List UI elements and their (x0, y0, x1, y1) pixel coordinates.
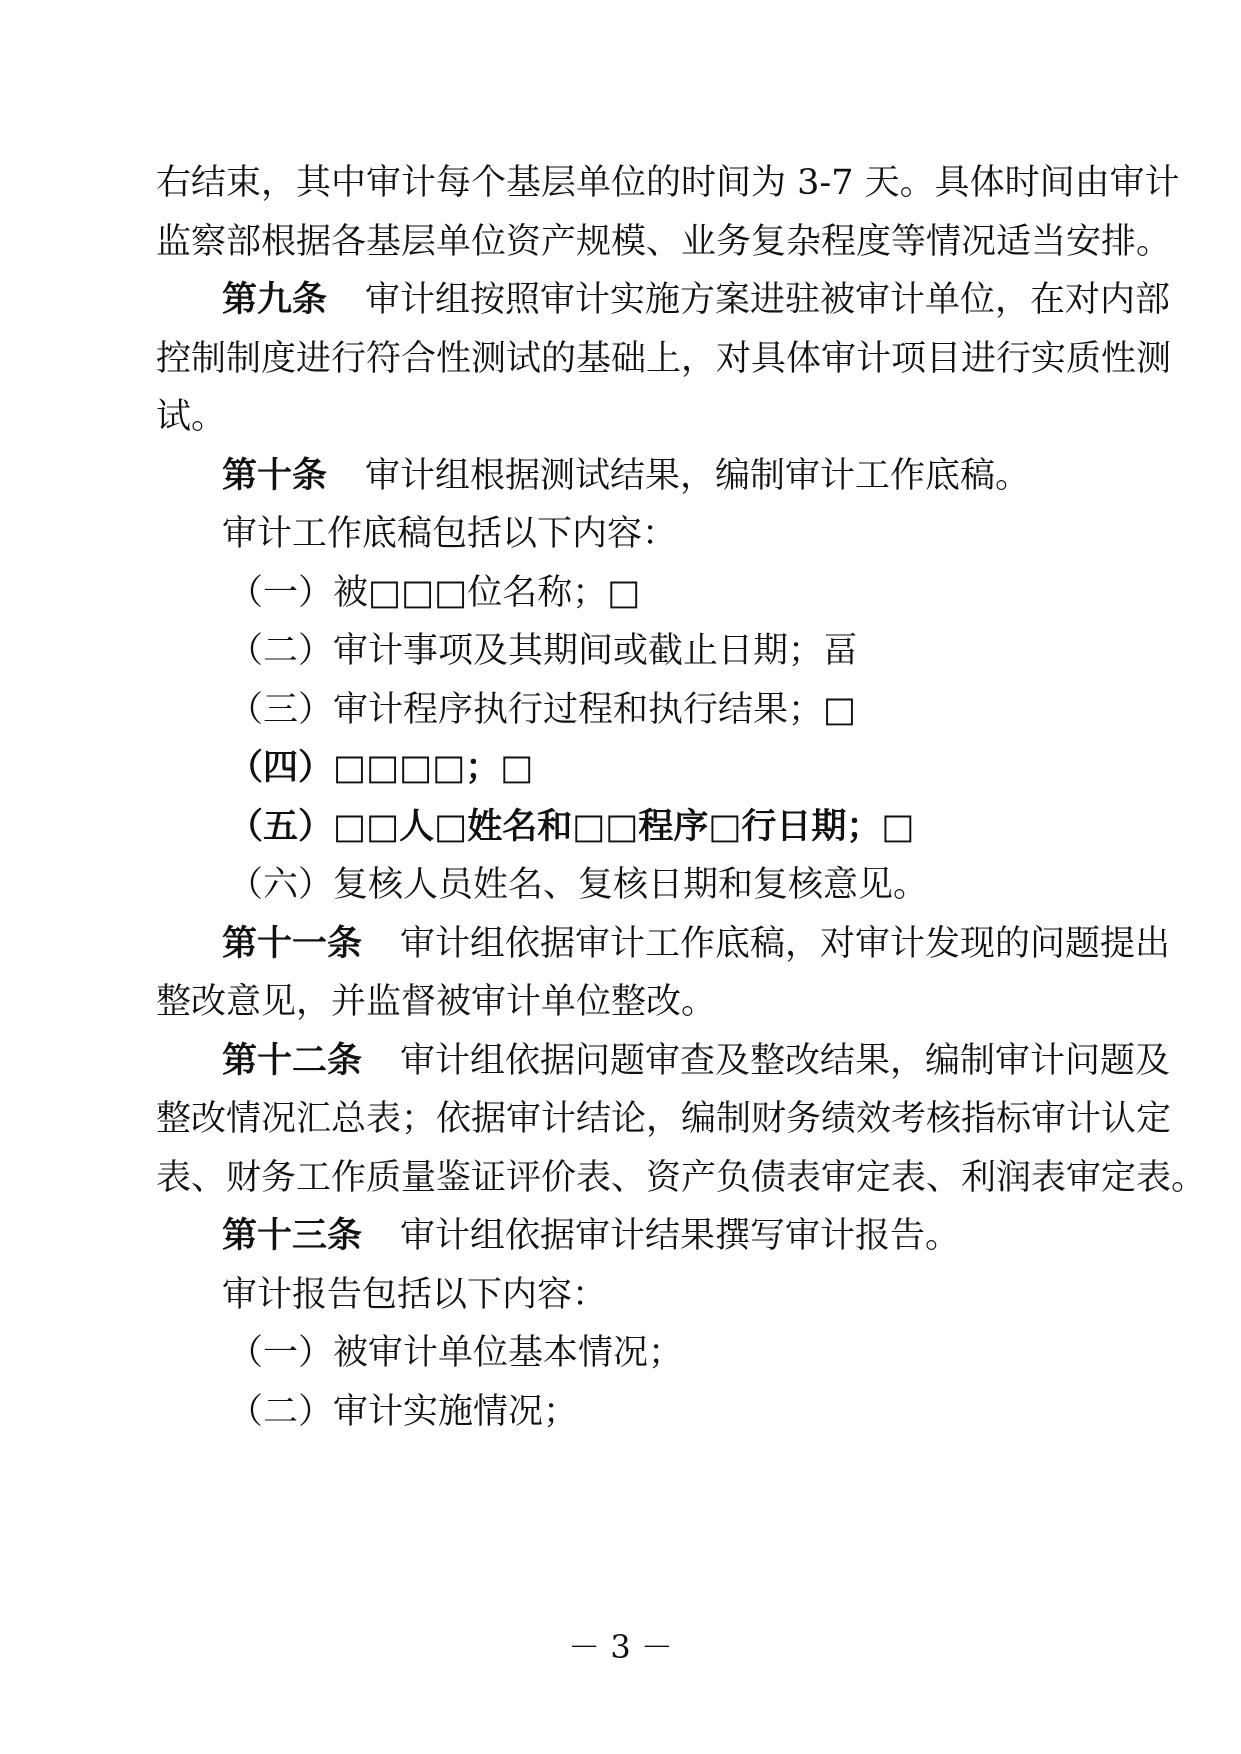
article-number: 第十三条 (222, 1216, 363, 1256)
body-line (156, 150, 1241, 216)
article-11-line (222, 911, 1241, 977)
body-line (156, 1145, 1241, 1211)
line-text: 审计组根据测试结果，编制审计工作底稿。 (365, 456, 1031, 496)
line-text: 审计组依据审计结果撰写审计报告。 (400, 1216, 961, 1256)
body-line (156, 969, 1241, 1035)
list-item (228, 1379, 1241, 1445)
article-13-line (222, 1203, 1241, 1269)
line-text: 整改意见，并监督被审计单位整改。 (156, 982, 717, 1022)
article-number: 第十二条 (222, 1041, 363, 1081)
list-item (228, 1320, 1241, 1386)
article-number: 第十一条 (222, 924, 363, 964)
article-10-line (222, 443, 1241, 509)
article-number: 第十条 (222, 456, 328, 496)
line-text: 试。 (156, 397, 227, 437)
body-line (222, 501, 1241, 567)
line-text: （三）审计程序执行过程和执行结果；□ (228, 690, 857, 730)
line-text: （四）□□□□；□ (228, 748, 534, 788)
line-text: 审计工作底稿包括以下内容： (222, 514, 678, 554)
body-line (156, 326, 1241, 392)
line-text: （一）被□□□位名称；□ (228, 573, 641, 613)
line-text: 审计报告包括以下内容： (222, 1275, 608, 1315)
list-item (228, 735, 1241, 801)
list-item (228, 794, 1241, 860)
body-line (156, 209, 1241, 275)
line-text: 监察部根据各基层单位资产规模、业务复杂程度等情况适当安排。 (156, 222, 1172, 262)
line-text: （五）□□人□姓名和□□程序□行日期；□ (228, 807, 915, 847)
article-number: 第九条 (222, 280, 328, 320)
line-text: （六）复核人员姓名、复核日期和复核意见。 (228, 865, 929, 905)
list-item (228, 618, 1241, 684)
line-text: 控制制度进行符合性测试的基础上，对具体审计项目进行实质性测 (156, 339, 1172, 379)
list-item (228, 560, 1241, 626)
article-12-line (222, 1028, 1241, 1094)
list-item (228, 852, 1241, 918)
line-text: 审计组依据审计工作底稿，对审计发现的问题提出 (400, 924, 1171, 964)
line-text: 审计组依据问题审查及整改结果，编制审计问题及 (400, 1041, 1171, 1081)
line-text: 右结束，其中审计每个基层单位的时间为 3-7 天。具体时间由审计 (156, 163, 1180, 203)
list-item (228, 677, 1241, 743)
line-text: （二）审计事项及其期间或截止日期；畐 (228, 631, 859, 671)
line-text: （一）被审计单位基本情况； (228, 1333, 684, 1373)
page-number: － 3 － (568, 1628, 673, 1666)
line-text: 整改情况汇总表；依据审计结论，编制财务绩效考核指标审计认定 (156, 1099, 1172, 1139)
body-line (222, 1262, 1241, 1328)
line-text: （二）审计实施情况； (228, 1392, 579, 1432)
article-9-line (222, 267, 1241, 333)
body-line (156, 1086, 1241, 1152)
line-text: 审计组按照审计实施方案进驻被审计单位，在对内部 (365, 280, 1171, 320)
line-text: 表、财务工作质量鉴证评价表、资产负债表审定表、利润表审定表。 (156, 1158, 1207, 1198)
body-line (156, 384, 1241, 450)
